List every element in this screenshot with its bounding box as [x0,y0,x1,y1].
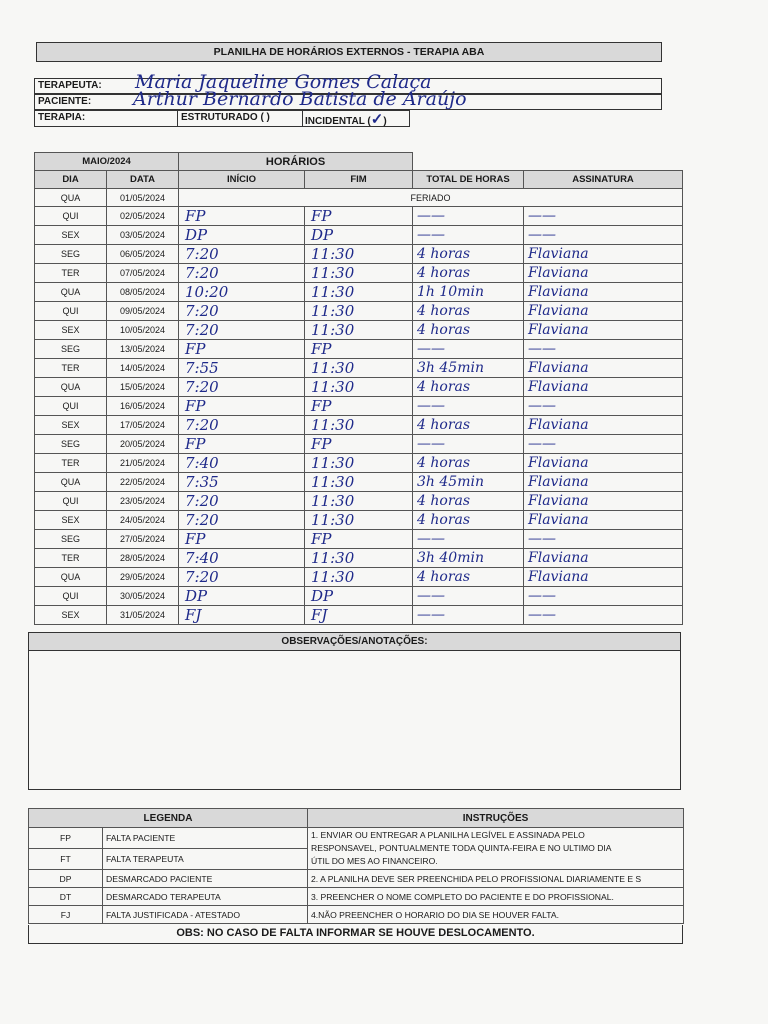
schedule-row [35,340,683,359]
row-signature: Flaviana [524,511,683,530]
row-start: 7:20 [179,302,305,321]
row-total: —— [413,397,524,416]
row-total: 4 horas [413,416,524,435]
month-header: MAIO/2024 [35,153,179,171]
legend-desc: FALTA PACIENTE [103,828,308,849]
schedule-row [35,321,683,340]
hours-header: HORÁRIOS [179,153,413,171]
schedule-row [35,473,683,492]
row-start: DP [179,226,305,245]
row-total: —— [413,530,524,549]
schedule-row [35,606,683,625]
row-date: 07/05/2024 [107,264,179,283]
row-start: FJ [179,606,305,625]
row-date: 15/05/2024 [107,378,179,397]
schedule-row [35,283,683,302]
row-end: 11:30 [305,568,413,587]
row-start: FP [179,530,305,549]
incidental-option [305,111,387,130]
row-date: 22/05/2024 [107,473,179,492]
row-signature: Flaviana [524,473,683,492]
col-start: INÍCIO [179,171,305,189]
row-start: 7:55 [179,359,305,378]
row-start: DP [179,587,305,606]
legend-code: FP [29,828,103,849]
row-signature: Flaviana [524,416,683,435]
row-total: —— [413,226,524,245]
row-end: 11:30 [305,245,413,264]
row-signature: Flaviana [524,283,683,302]
row-start: FP [179,397,305,416]
row-end: FP [305,530,413,549]
row-start: 7:20 [179,492,305,511]
row-signature: Flaviana [524,245,683,264]
row-start: 7:20 [179,245,305,264]
row-start: 10:20 [179,283,305,302]
row-total: 4 horas [413,245,524,264]
col-date: DATA [107,171,179,189]
schedule-header-row-2 [35,171,683,189]
row-day: QUA [35,473,107,492]
row-date: 10/05/2024 [107,321,179,340]
row-date: 02/05/2024 [107,207,179,226]
row-signature: —— [524,606,683,625]
row-total: 3h 40min [413,549,524,568]
row-day: SEX [35,321,107,340]
row-date: 01/05/2024 [107,189,179,207]
row-day: SEX [35,416,107,435]
schedule-row [35,302,683,321]
row-day: QUI [35,492,107,511]
row-start: 7:20 [179,511,305,530]
incidental-label: INCIDENTAL ( [305,116,371,127]
row-start: FP [179,340,305,359]
legend-row [29,888,684,906]
row-start: 7:40 [179,454,305,473]
row-end: DP [305,226,413,245]
row-start: FP [179,435,305,454]
row-day: QUA [35,283,107,302]
row-start: 7:20 [179,321,305,340]
col-end: FIM [305,171,413,189]
row-end: FP [305,435,413,454]
row-day: QUI [35,207,107,226]
header-blank [413,153,683,171]
row-date: 30/05/2024 [107,587,179,606]
legend-header: LEGENDA [29,809,308,828]
row-day: QUI [35,302,107,321]
row-date: 27/05/2024 [107,530,179,549]
patient-row [34,88,662,110]
instruction-line: RESPONSAVEL, PONTUALMENTE TODA QUINTA-FEIRA E NO ULTIMO DIA [311,843,612,853]
schedule-row [35,511,683,530]
col-total: TOTAL DE HORAS [413,171,524,189]
row-day: QUA [35,378,107,397]
legend-row [29,906,684,924]
row-day: QUI [35,397,107,416]
row-total: 4 horas [413,302,524,321]
row-signature: —— [524,530,683,549]
row-end: FP [305,397,413,416]
observations-header: OBSERVAÇÕES/ANOTAÇÕES: [28,632,681,651]
row-total: —— [413,435,524,454]
schedule-header-row-1 [35,153,683,171]
row-date: 16/05/2024 [107,397,179,416]
row-end: FP [305,340,413,359]
row-signature: —— [524,226,683,245]
row-end: 11:30 [305,283,413,302]
row-day: SEG [35,245,107,264]
row-end: 11:30 [305,492,413,511]
row-signature: Flaviana [524,454,683,473]
legend-code: DT [29,888,103,906]
row-end: 11:30 [305,264,413,283]
legend-desc: DESMARCADO PACIENTE [103,870,308,888]
legend-code: FJ [29,906,103,924]
legend-desc: FALTA TERAPEUTA [103,849,308,870]
row-date: 17/05/2024 [107,416,179,435]
schedule-row [35,397,683,416]
schedule-row [35,416,683,435]
row-day: SEX [35,606,107,625]
row-signature: Flaviana [524,549,683,568]
schedule-row [35,207,683,226]
schedule-row [35,435,683,454]
row-day: TER [35,264,107,283]
row-signature: —— [524,435,683,454]
row-total: 4 horas [413,511,524,530]
row-date: 14/05/2024 [107,359,179,378]
observations-area [28,650,681,790]
row-start: FP [179,207,305,226]
schedule-row [35,189,683,207]
row-end: 11:30 [305,302,413,321]
instruction-line: 1. ENVIAR OU ENTREGAR A PLANILHA LEGÍVEL E ASSINADA PELO [311,830,585,840]
row-date: 29/05/2024 [107,568,179,587]
row-end: 11:30 [305,454,413,473]
row-total: —— [413,587,524,606]
row-date: 24/05/2024 [107,511,179,530]
row-end: 11:30 [305,473,413,492]
row-end: 11:30 [305,378,413,397]
row-signature: —— [524,397,683,416]
legend-table [28,808,684,924]
schedule-row [35,587,683,606]
legend-header-row [29,809,684,828]
row-signature: Flaviana [524,264,683,283]
structured-option: ESTRUTURADO ( ) [177,110,303,127]
row-date: 09/05/2024 [107,302,179,321]
footer-note: OBS: NO CASO DE FALTA INFORMAR SE HOUVE DESLOCAMENTO. [28,925,683,944]
schedule-row [35,492,683,511]
therapist-value: Maria Jaqueline Gomes Calaça [135,71,432,93]
instruction-4: 4.NÃO PREENCHER O HORARIO DO DIA SE HOUVER FALTA. [308,906,684,924]
row-signature: —— [524,587,683,606]
legend-row [29,828,684,849]
legend-row [29,870,684,888]
patient-value: Arthur Bernardo Batista de Araújo [133,88,467,110]
legend-code: DP [29,870,103,888]
instructions-header: INSTRUÇÕES [308,809,684,828]
row-signature: Flaviana [524,378,683,397]
row-date: 06/05/2024 [107,245,179,264]
row-end: DP [305,587,413,606]
row-day: QUA [35,568,107,587]
row-signature: —— [524,207,683,226]
row-day: SEX [35,226,107,245]
row-total: 3h 45min [413,359,524,378]
row-start: 7:40 [179,549,305,568]
row-total: —— [413,207,524,226]
row-date: 03/05/2024 [107,226,179,245]
schedule-body [35,189,683,625]
row-day: SEG [35,435,107,454]
row-end: 11:30 [305,359,413,378]
row-date: 31/05/2024 [107,606,179,625]
instruction-line: ÚTIL DO MES AO FINANCEIRO. [311,856,438,866]
row-total: 1h 10min [413,283,524,302]
row-day: SEG [35,340,107,359]
col-signature: ASSINATURA [524,171,683,189]
row-day: TER [35,454,107,473]
row-day: TER [35,549,107,568]
row-date: 08/05/2024 [107,283,179,302]
row-holiday: FERIADO [179,189,683,207]
row-end: FJ [305,606,413,625]
row-date: 23/05/2024 [107,492,179,511]
row-total: 4 horas [413,321,524,340]
legend-desc: DESMARCADO TERAPEUTA [103,888,308,906]
row-day: SEX [35,511,107,530]
row-end: 11:30 [305,321,413,340]
row-signature: Flaviana [524,302,683,321]
row-start: 7:20 [179,416,305,435]
row-total: 4 horas [413,378,524,397]
instruction-3: 3. PREENCHER O NOME COMPLETO DO PACIENTE E DO PROFISSIONAL. [308,888,684,906]
row-total: 4 horas [413,492,524,511]
row-day: QUI [35,587,107,606]
legend-desc: FALTA JUSTIFICADA - ATESTADO [103,906,308,924]
row-signature: —— [524,340,683,359]
row-start: 7:20 [179,568,305,587]
row-total: 4 horas [413,568,524,587]
row-signature: Flaviana [524,492,683,511]
legend-code: FT [29,849,103,870]
row-start: 7:35 [179,473,305,492]
schedule-row [35,568,683,587]
row-total: 3h 45min [413,473,524,492]
row-date: 13/05/2024 [107,340,179,359]
therapy-label: TERAPIA: [38,112,86,123]
row-total: 4 horas [413,454,524,473]
row-day: QUA [35,189,107,207]
row-day: TER [35,359,107,378]
schedule-row [35,264,683,283]
therapy-row [34,110,410,127]
instruction-1 [308,828,684,870]
incidental-check-mark: ✓ [370,110,384,128]
row-end: 11:30 [305,549,413,568]
row-signature: Flaviana [524,321,683,340]
row-total: —— [413,340,524,359]
patient-label: PACIENTE: [38,96,92,107]
row-end: 11:30 [305,511,413,530]
incidental-close: ) [383,116,387,127]
row-start: 7:20 [179,264,305,283]
row-end: 11:30 [305,416,413,435]
row-total: —— [413,606,524,625]
row-day: SEG [35,530,107,549]
row-total: 4 horas [413,264,524,283]
row-date: 28/05/2024 [107,549,179,568]
row-date: 21/05/2024 [107,454,179,473]
row-start: 7:20 [179,378,305,397]
schedule-row [35,245,683,264]
schedule-table [34,152,683,625]
schedule-row [35,530,683,549]
instruction-2: 2. A PLANILHA DEVE SER PREENCHIDA PELO PROFISSIONAL DIARIAMENTE E S [308,870,684,888]
row-signature: Flaviana [524,568,683,587]
therapist-label: TERAPEUTA: [38,80,102,91]
schedule-row [35,378,683,397]
schedule-row [35,549,683,568]
row-end: FP [305,207,413,226]
row-signature: Flaviana [524,359,683,378]
row-date: 20/05/2024 [107,435,179,454]
schedule-row [35,359,683,378]
schedule-row [35,454,683,473]
col-day: DIA [35,171,107,189]
form-title: PLANILHA DE HORÁRIOS EXTERNOS - TERAPIA ABA [36,42,662,62]
schedule-row [35,226,683,245]
